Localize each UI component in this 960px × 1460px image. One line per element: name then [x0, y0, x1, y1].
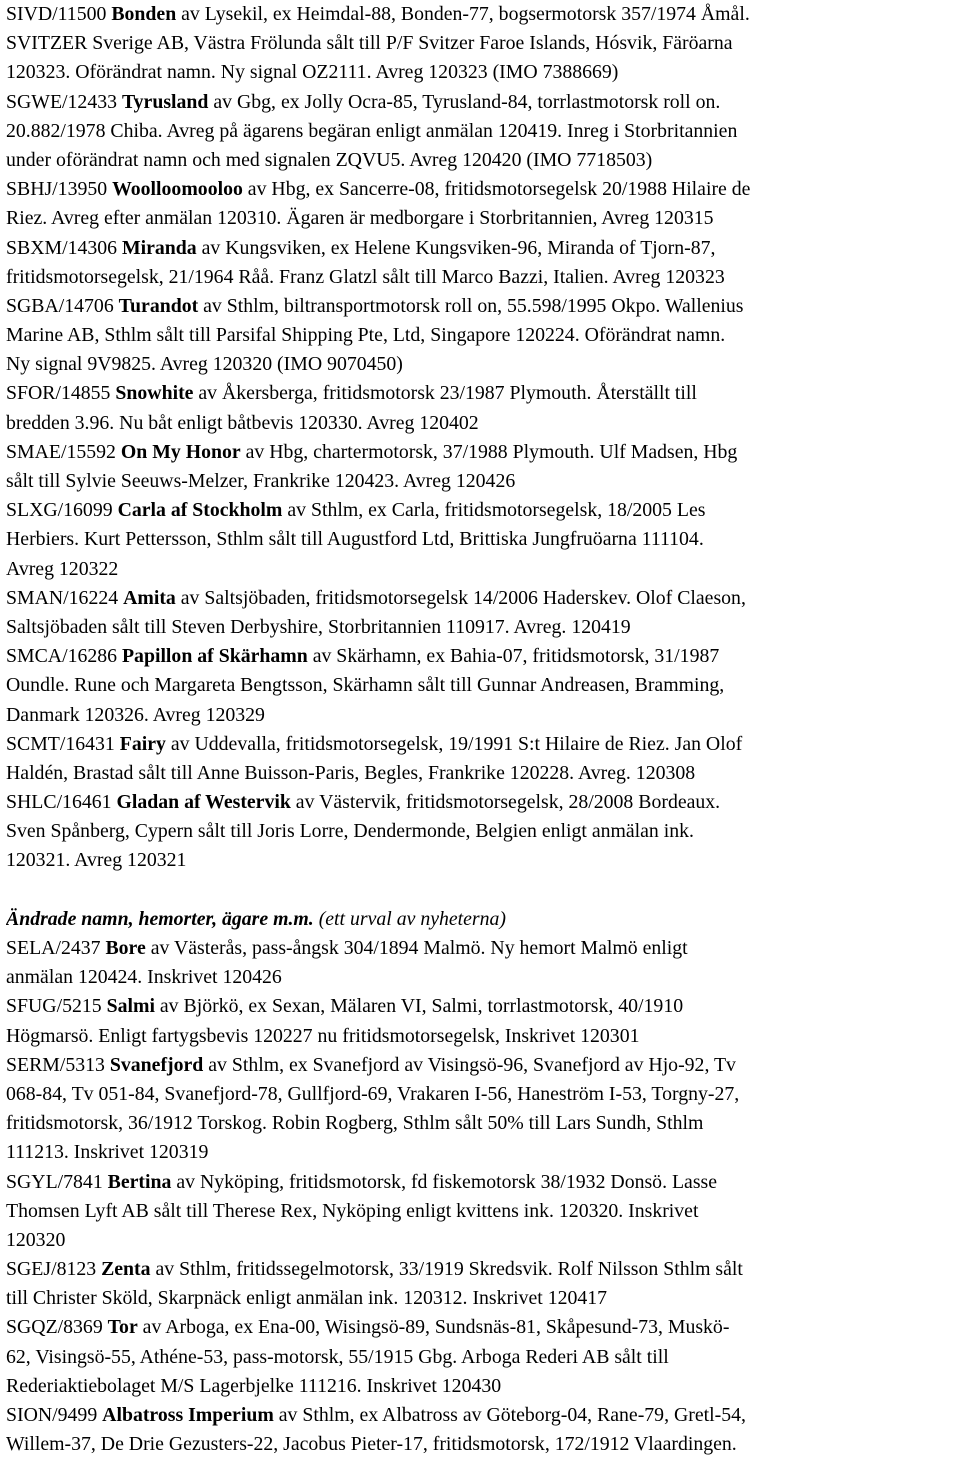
- deregistration-section: [6, 0, 954, 876]
- entry-text: Ny signal 9V9825. Avreg 120320 (IMO 9070450): [6, 353, 403, 376]
- entry-text: SVITZER Sverige AB, Västra Frölunda sålt till P/F Svitzer Faroe Islands, Hósvik, Färöarna: [6, 32, 733, 55]
- text-line: [6, 817, 954, 846]
- text-line: [6, 88, 954, 117]
- entry-text: Danmark 120326. Avreg 120329: [6, 703, 265, 726]
- ship-name: Bore: [105, 937, 146, 959]
- text-line: [6, 175, 954, 204]
- entry-text: bredden 3.96. Nu båt enligt båtbevis 120330. Avreg 120402: [6, 411, 479, 434]
- entry-text: under oförändrat namn och med signalen ZQVU5. Avreg 120420 (IMO 7718503): [6, 148, 653, 171]
- text-line: [6, 846, 954, 875]
- ship-name: Snowhite: [115, 382, 194, 405]
- text-line: [6, 555, 954, 584]
- entry-text: fritidsmotorsegelsk, 21/1964 Råå. Franz Glatzl sålt till Marco Bazzi, Italien. Avreg 120323: [6, 265, 725, 288]
- heading-subtitle: (ett urval av nyheterna): [313, 907, 506, 930]
- text-line: [6, 438, 954, 467]
- text-line: [6, 409, 954, 438]
- ship-name: On My Honor: [120, 440, 241, 463]
- text-line: [6, 58, 954, 87]
- ship-name: Tyrusland: [121, 90, 209, 113]
- entry-text: av Saltsjöbaden, fritidsmotorsegelsk 14/2006 Haderskev. Olof Claeson,: [175, 586, 746, 609]
- text-line: [6, 1313, 954, 1342]
- entry-text: av Skärhamn, ex Bahia-07, fritidsmotorsk, 31/1987: [307, 645, 720, 668]
- entry-text: av Gbg, ex Jolly Ocra-85, Tyrusland-84, torrlastmotorsk roll on.: [208, 90, 721, 113]
- text-line: [6, 263, 954, 292]
- text-line: [6, 379, 954, 408]
- text-line: [6, 1138, 954, 1167]
- text-line: [6, 1022, 954, 1051]
- text-line: [6, 730, 954, 759]
- ship-name: Miranda: [121, 236, 197, 259]
- text-line: [6, 671, 954, 700]
- text-line: [6, 350, 954, 379]
- ship-signal: SGWE/12433: [6, 90, 122, 113]
- text-line: [6, 117, 954, 146]
- ship-name: Fairy: [119, 732, 166, 755]
- ship-signal: SGYL/7841: [6, 1170, 108, 1193]
- entry-text: av Uddevalla, fritidsmotorsegelsk, 19/1991 S:t Hilaire de Riez. Jan Olof: [165, 732, 743, 755]
- text-line: [6, 934, 954, 963]
- ship-name: Papillon af Skärhamn: [121, 645, 308, 668]
- text-line: [6, 992, 954, 1021]
- entry-text: av Sthlm, ex Svanefjord av Visingsö-96, Svanefjord av Hjo-92, Tv: [203, 1053, 736, 1076]
- entry-text: av Sthlm, ex Albatross av Göteborg-04, Rane-79, Gretl-54,: [273, 1404, 746, 1426]
- entry-text: Haldén, Brastad sålt till Anne Buisson-Paris, Begles, Frankrike 120228. Avreg. 120308: [6, 761, 696, 784]
- entry-text: Högmarsö. Enligt fartygsbevis 120227 nu fritidsmotorsegelsk, Inskrivet 120301: [6, 1024, 640, 1047]
- text-line: [6, 1168, 954, 1197]
- entry-text: Thomsen Lyft AB sålt till Therese Rex, Nyköping enligt kvittens ink. 120320. Inskrivet: [6, 1199, 699, 1222]
- entry-text: 111213. Inskrivet 120319: [6, 1141, 209, 1164]
- text-line: [6, 788, 954, 817]
- text-line: [6, 701, 954, 730]
- entry-text: av Sthlm, biltransportmotorsk roll on, 55.598/1995 Okpo. Wallenius: [198, 294, 744, 317]
- entry-text: av Kungsviken, ex Helene Kungsviken-96, Miranda of Tjorn-87,: [196, 236, 716, 259]
- changes-section: [6, 934, 954, 1459]
- entry-text: av Västervik, fritidsmotorsegelsk, 28/2008 Bordeaux.: [290, 791, 721, 814]
- entry-text: av Lysekil, ex Heimdal-88, Bonden-77, bogsermotorsk 357/1974 Åmål.: [176, 3, 750, 25]
- entry-text: av Sthlm, ex Carla, fritidsmotorsegelsk, 18/2005 Les: [282, 499, 706, 522]
- text-line: [6, 1255, 954, 1284]
- entry-text: 20.882/1978 Chiba. Avreg på ägarens begäran enligt anmälan 120419. Inreg i Storbritannien: [6, 119, 738, 142]
- ship-name: Bertina: [107, 1170, 172, 1193]
- ship-name: Zenta: [101, 1258, 151, 1281]
- ship-signal: SION/9499: [6, 1404, 103, 1426]
- entry-text: 068-84, Tv 051-84, Svanefjord-78, Gullfjord-69, Vrakaren I-56, Haneström I-53, Torgny-27,: [6, 1082, 740, 1105]
- text-line: [6, 1109, 954, 1138]
- ship-signal: SERM/5313: [6, 1053, 110, 1076]
- ship-name: Turandot: [118, 294, 199, 317]
- entry-text: Saltsjöbaden sålt till Steven Derbyshire, Storbritannien 110917. Avreg. 120419: [6, 615, 631, 638]
- entry-text: Willem-37, De Drie Gezusters-22, Jacobus Pieter-17, fritidsmotorsk, 172/1912 Vlaardingen.: [6, 1433, 737, 1456]
- entry-text: 120321. Avreg 120321: [6, 849, 187, 872]
- entry-text: till Christer Sköld, Skarpnäck enligt anmälan ink. 120312. Inskrivet 120417: [6, 1287, 608, 1310]
- ship-name: Svanefjord: [109, 1053, 204, 1076]
- text-line: [6, 613, 954, 642]
- text-line: [6, 292, 954, 321]
- entry-text: av Sthlm, fritidssegelmotorsk, 33/1919 Skredsvik. Rolf Nilsson Sthlm sålt: [150, 1258, 743, 1281]
- text-line: [6, 321, 954, 350]
- text-line: [6, 234, 954, 263]
- ship-name: Albatross Imperium: [102, 1404, 274, 1426]
- ship-signal: SIVD/11500: [6, 3, 112, 25]
- text-line: [6, 759, 954, 788]
- entry-text: anmälan 120424. Inskrivet 120426: [6, 966, 282, 989]
- text-line: [6, 1226, 954, 1255]
- entry-text: Oundle. Rune och Margareta Bengtsson, Skärhamn sålt till Gunnar Andreasen, Bramming,: [6, 674, 725, 697]
- ship-signal: SGEJ/8123: [6, 1258, 102, 1281]
- text-line: [6, 1372, 954, 1401]
- ship-signal: SCMT/16431: [6, 732, 120, 755]
- entry-text: av Björkö, ex Sexan, Mälaren VI, Salmi, torrlastmotorsk, 40/1910: [154, 995, 684, 1018]
- text-line: [6, 1051, 954, 1080]
- entry-text: av Hbg, chartermotorsk, 37/1988 Plymouth. Ulf Madsen, Hbg: [240, 440, 738, 463]
- text-line: [6, 642, 954, 671]
- text-line: [6, 1430, 954, 1459]
- entry-text: Avreg 120322: [6, 557, 119, 580]
- entry-text: 120323. Oförändrat namn. Ny signal OZ2111. Avreg 120323 (IMO 7388669): [6, 61, 619, 84]
- ship-name: Woolloomooloo: [112, 178, 243, 201]
- entry-text: Marine AB, Sthlm sålt till Parsifal Shipping Pte, Ltd, Singapore 120224. Oförändrat namn.: [6, 324, 726, 347]
- entry-text: Rederiaktiebolaget M/S Lagerbjelke 111216. Inskrivet 120430: [6, 1374, 502, 1397]
- heading-title: Ändrade namn, hemorter, ägare m.m.: [6, 907, 314, 930]
- entry-text: Herbiers. Kurt Pettersson, Sthlm sålt till Augustford Ltd, Brittiska Jungfruöarna 111104.: [6, 528, 704, 551]
- ship-name: Carla af Stockholm: [117, 499, 283, 522]
- entry-text: 120320: [6, 1228, 66, 1251]
- entry-text: Sven Spånberg, Cypern sålt till Joris Lorre, Dendermonde, Belgien enligt anmälan ink.: [6, 820, 694, 843]
- ship-signal: SGBA/14706: [6, 294, 119, 317]
- entry-text: av Hbg, ex Sancerre-08, fritidsmotorsegelsk 20/1988 Hilaire de: [242, 178, 751, 201]
- text-line: [6, 204, 954, 233]
- entry-text: fritidsmotorsk, 36/1912 Torskog. Robin Rogberg, Sthlm sålt 50% till Lars Sundh, Sthlm: [6, 1112, 704, 1135]
- entry-text: sålt till Sylvie Seeuws-Melzer, Frankrike 120423. Avreg 120426: [6, 470, 516, 492]
- text-line: [6, 1284, 954, 1313]
- text-line: [6, 584, 954, 613]
- ship-signal: SMCA/16286: [6, 645, 122, 668]
- ship-name: Salmi: [106, 995, 155, 1018]
- ship-name: Tor: [107, 1316, 138, 1339]
- section-spacer: [6, 876, 954, 905]
- entry-text: av Arboga, ex Ena-00, Wisingsö-89, Sundsnäs-81, Skåpesund-73, Muskö-: [137, 1316, 730, 1339]
- text-line: [6, 1401, 954, 1430]
- ship-name: Bonden: [111, 3, 177, 25]
- ship-signal: SELA/2437: [6, 937, 106, 959]
- ship-signal: SBXM/14306: [6, 236, 122, 259]
- ship-signal: SGQZ/8369: [6, 1316, 108, 1339]
- section-heading: [6, 905, 954, 934]
- text-line: [6, 963, 954, 992]
- entry-text: av Västerås, pass-ångsk 304/1894 Malmö. Ny hemort Malmö enligt: [145, 937, 688, 959]
- text-line: [6, 467, 954, 496]
- ship-signal: SFOR/14855: [6, 382, 116, 405]
- text-line: [6, 146, 954, 175]
- text-line: [6, 1197, 954, 1226]
- ship-signal: SMAN/16224: [6, 586, 124, 609]
- text-line: [6, 0, 954, 29]
- ship-signal: SFUG/5215: [6, 995, 107, 1018]
- ship-signal: SLXG/16099: [6, 499, 118, 522]
- text-line: [6, 525, 954, 554]
- ship-signal: SBHJ/13950: [6, 178, 113, 201]
- ship-signal: SHLC/16461: [6, 791, 117, 814]
- text-line: [6, 1080, 954, 1109]
- entry-text: av Åkersberga, fritidsmotorsk 23/1987 Plymouth. Återställt till: [193, 382, 697, 405]
- entry-text: av Nyköping, fritidsmotorsk, fd fiskemotorsk 38/1932 Donsö. Lasse: [171, 1170, 717, 1193]
- text-line: [6, 29, 954, 58]
- entry-text: 62, Visingsö-55, Athéne-53, pass-motorsk, 55/1915 Gbg. Arboga Rederi AB sålt till: [6, 1345, 669, 1368]
- ship-signal: SMAE/15592: [6, 440, 121, 463]
- ship-name: Amita: [123, 586, 176, 609]
- text-line: [6, 1343, 954, 1372]
- entry-text: Riez. Avreg efter anmälan 120310. Ägaren är medborgare i Storbritannien, Avreg 120315: [6, 207, 714, 230]
- text-line: [6, 496, 954, 525]
- ship-name: Gladan af Westervik: [116, 791, 291, 814]
